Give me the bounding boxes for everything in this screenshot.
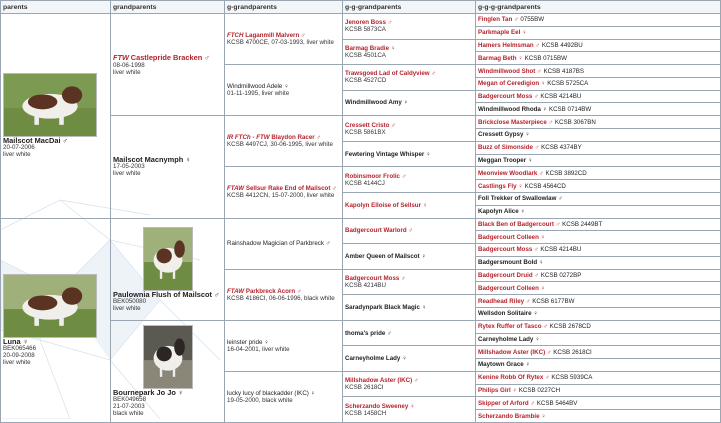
ggg-grandparent-cell [476,205,721,218]
ggg-grandparent-reg: 0755BW [520,16,545,24]
grandparent-title: FTW [113,52,130,62]
ggg-grandparent-name[interactable]: Kapolyn Alice ♀ [478,208,526,216]
ggg-grandparent-cell [476,359,721,372]
ggg-grandparent-name[interactable]: Badgercourt Moss ♂ [478,246,539,254]
ggg-grandparent-cell [476,410,721,423]
ggg-grandparent-cell [476,218,721,231]
g-grandparent-cell [225,14,343,65]
ggg-grandparent-cell [476,320,721,333]
ggg-grandparent-name[interactable]: Philips Girl ♀ [478,387,518,395]
gg-grandparent-cell [343,244,476,270]
ggg-grandparent-reg: KCSB 2449BT [562,220,603,228]
g-grandparent-name[interactable]: lucky lucy of blackadder (IKC) ♀ [227,389,316,397]
g-grandparent-info: KCSB 4186CI, 06-06-1996, black white [227,294,335,302]
ggg-grandparent-cell [476,244,721,257]
gg-grandparent-cell [343,192,476,218]
gg-grandparent-cell [343,116,476,142]
header-row [1,1,721,14]
ggg-grandparent-reg: KCSB 0714BW [548,105,592,113]
ggg-grandparent-name[interactable]: Finglen Tan ♂ [478,16,519,24]
g-grandparent-cell [225,167,343,218]
ggg-grandparent-name[interactable]: Parkmaple Eel ♀ [478,29,527,37]
ggg-grandparent-cell [476,231,721,244]
ggg-grandparent-reg: KCSB 5939CA [551,374,593,382]
header-parents: parents [1,1,111,14]
ggg-grandparent-cell [476,65,721,78]
g-grandparent-name[interactable]: Laganmill Malvern ♂ [245,32,306,40]
sire-name[interactable]: Mailscot MacDai ♂ [3,136,69,146]
dam-dob: 20-09-2008 [3,352,35,360]
table-row [1,14,721,27]
ggg-grandparent-reg: KCSB 3892CD [545,169,587,177]
dam-cell [1,218,111,423]
sire-cell [1,14,111,219]
sire-color: liver white [3,151,31,159]
gg-grandparent-name[interactable]: Windmillwood Amy ♀ [345,99,409,107]
ggg-grandparent-name[interactable]: Badgercourt Colleen ♀ [478,284,546,292]
ggg-grandparent-name[interactable]: Buzz of Simonside ♂ [478,144,540,152]
g-grandparent-cell [225,65,343,116]
ggg-grandparent-name[interactable]: Readhead Riley ♂ [478,297,531,305]
ggg-grandparent-name[interactable]: Kenine Robb Of Rytex ♂ [478,374,550,382]
grandparent-dob: 21-07-2003 [113,403,145,411]
gg-grandparent-reg: KCSB 1458CH [345,409,387,417]
ggg-grandparent-cell [476,307,721,320]
ggg-grandparent-reg: KCSB 4214BU [540,246,582,254]
ggg-grandparent-name[interactable]: Castlings Fly ♀ [478,182,523,190]
g-grandparent-name[interactable]: Parkbreck Acorn ♂ [245,287,302,295]
grandparent-cell [111,14,225,116]
gg-grandparent-cell [343,218,476,244]
ggg-grandparent-cell [476,90,721,103]
gg-grandparent-cell [343,371,476,397]
dam-name[interactable]: Luna ♀ [3,337,29,347]
ggg-grandparent-name[interactable]: Badgersmount Bold ♀ [478,259,544,267]
gg-grandparent-name[interactable]: Saradynpark Black Magic ♀ [345,303,427,311]
sire-dob: 20-07-2006 [3,144,35,152]
ggg-grandparent-cell [476,397,721,410]
ggg-grandparent-name[interactable]: Barmag Beth ♀ [478,54,523,62]
ggg-grandparent-cell [476,154,721,167]
g-grandparent-cell [225,269,343,320]
ggg-grandparent-reg: KCSB 6177BW [532,297,575,305]
gg-grandparent-name[interactable]: Carneyholme Lady ♀ [345,355,407,363]
ggg-grandparent-cell [476,77,721,90]
header-ggg-grandparents: g-g-g-grandparents [476,1,721,14]
ggg-grandparent-cell [476,346,721,359]
gg-grandparent-name[interactable]: Badgercourt Moss ♂ [345,274,406,282]
g-grandparent-title: FTAW [227,185,245,193]
gg-grandparent-reg: KCSB 5861BX [345,128,386,136]
ggg-grandparent-name[interactable]: Meonview Woodlark ♂ [478,169,544,177]
grandparent-cell [111,218,225,320]
ggg-grandparent-name[interactable]: Carneyholme Lady ♀ [478,335,540,343]
g-grandparent-cell [225,371,343,422]
g-grandparent-info: KCSB 4700CE, 07-03-1993, liver white [227,39,334,47]
dog-photo [3,274,97,338]
grandparent-color: black white [113,410,144,418]
ggg-grandparent-cell [476,192,721,205]
ggg-grandparent-reg: KCSB 5464BV [536,399,578,407]
ggg-grandparent-cell [476,371,721,384]
ggg-grandparent-name[interactable]: Cressett Gypsy ♀ [478,131,530,139]
g-grandparent-title: FTAW [227,287,245,295]
g-grandparent-name[interactable]: Sellsur Rake End of Mailscot ♂ [245,185,337,193]
ggg-grandparent-reg: KCSB 2618CI [553,348,592,356]
ggg-grandparent-cell [476,256,721,269]
ggg-grandparent-cell [476,180,721,193]
grandparent-name[interactable]: Castlepride Bracken ♂ [130,52,210,62]
ggg-grandparent-name[interactable]: Maytown Grace ♀ [478,361,531,369]
ggg-grandparent-name[interactable]: Wellsdon Solitaire ♀ [478,310,538,318]
gg-grandparent-cell [343,295,476,321]
gg-grandparent-name[interactable]: Kapolyn Elloise of Sellsur ♀ [345,201,428,209]
grandparent-reg: BEK049658 [113,396,147,404]
gg-grandparent-cell [343,269,476,295]
ggg-grandparent-cell [476,167,721,180]
g-grandparent-title: IR FTCh - FTW [227,134,270,142]
g-grandparent-info: 16-04-2001, liver white [227,345,290,353]
table-row [1,218,721,231]
gg-grandparent-name[interactable]: Badgercourt Warlord ♂ [345,227,414,235]
ggg-grandparent-cell [476,384,721,397]
dam-color: liver white [3,359,31,367]
dam-reg: BEK065466 [3,345,37,353]
gg-grandparent-cell [343,65,476,91]
ggg-grandparent-reg: KCSB 5725CA [547,80,589,88]
grandparent-name[interactable]: Bournepark Jo Jo ♀ [113,388,184,398]
ggg-grandparent-cell [476,39,721,52]
g-grandparent-title: FTCH [227,32,244,40]
g-grandparent-info: 19-05-2000, black white [227,396,293,404]
ggg-grandparent-cell [476,26,721,39]
grandparent-cell [111,320,225,422]
ggg-grandparent-reg: KCSB 4492BU [541,41,583,49]
ggg-grandparent-name[interactable]: Black Ben of Badgercourt ♂ [478,220,561,228]
ggg-grandparent-reg: KCSB 4214BU [540,93,582,101]
gg-grandparent-reg: KCSB 4214BU [345,281,386,289]
gg-grandparent-name[interactable]: Scherzando Sweeney ♀ [345,402,415,410]
g-grandparent-cell [225,218,343,269]
ggg-grandparent-name[interactable]: Badgercourt Druid ♂ [478,272,540,280]
dog-photo [3,73,97,137]
grandparent-dob: 17-05-2003 [113,163,145,171]
g-grandparent-cell [225,320,343,371]
ggg-grandparent-name[interactable]: Badgercourt Moss ♂ [478,93,539,101]
gg-grandparent-name[interactable]: thoma's pride ♂ [345,329,392,337]
ggg-grandparent-reg: KCSB 2678CD [549,323,591,331]
ggg-grandparent-cell [476,282,721,295]
ggg-grandparent-name[interactable]: Megan of Ceredigion ♀ [478,80,546,88]
dog-photo [143,227,193,291]
gg-grandparent-cell [343,39,476,65]
ggg-grandparent-reg: KCSB 4187BS [543,67,585,75]
gg-grandparent-name[interactable]: Barmag Bradie ♀ [345,44,396,52]
ggg-grandparent-name[interactable]: Badgercourt Colleen ♀ [478,233,546,241]
gg-grandparent-cell [343,346,476,372]
ggg-grandparent-name[interactable]: Rytex Ruffer of Tasco ♂ [478,323,548,331]
ggg-grandparent-reg: KCSB 4564CD [524,182,566,190]
grandparent-color: liver white [113,304,141,312]
grandparent-color: liver white [113,68,141,76]
ggg-grandparent-reg: KCSB 3067BN [554,118,596,126]
g-grandparent-info: KCSB 4412CN, 15-07-2000, liver white [227,192,335,200]
ggg-grandparent-reg: KCSB 4374BY [541,144,582,152]
gg-grandparent-reg: KCSB 4527CD [345,77,387,85]
gg-grandparent-reg: KCSB 5873CA [345,26,386,34]
ggg-grandparent-reg: KCSB 0715BW [524,54,567,62]
gg-grandparent-name[interactable]: Fewtering Vintage Whisper ♀ [345,150,431,158]
ggg-grandparent-name[interactable]: Scherzando Brambie ♀ [478,412,546,420]
ggg-grandparent-name[interactable]: Windmillwood Shot ♂ [478,67,542,75]
gg-grandparent-reg: KCSB 4501CA [345,51,386,59]
gg-grandparent-cell [343,90,476,116]
gg-grandparent-name[interactable]: Millshadow Aster (IKC) ♂ [345,377,419,385]
gg-grandparent-name[interactable]: Jenoren Boss ♂ [345,19,393,27]
g-grandparent-info: 01-11-1995, liver white [227,90,290,98]
gg-grandparent-cell [343,320,476,346]
g-grandparent-cell [225,116,343,167]
gg-grandparent-name[interactable]: Amber Queen of Mailscot ♀ [345,252,426,260]
grandparent-name[interactable]: Mailscot Macnymph ♀ [113,155,191,165]
g-grandparent-name[interactable]: leinster pride ♀ [227,338,269,346]
gg-grandparent-cell [343,167,476,193]
gg-grandparent-reg: KCSB 4144CJ [345,179,385,187]
header-grandparents: grandparents [111,1,225,14]
ggg-grandparent-name[interactable]: Windmillwood Rhoda ♀ [478,105,548,113]
ggg-grandparent-name[interactable]: Millshadow Aster (IKC) ♂ [478,348,552,356]
grandparent-cell [111,116,225,218]
ggg-grandparent-cell [476,52,721,65]
header-g-grandparents: g-grandparents [225,1,343,14]
grandparent-name[interactable]: Paulownia Flush of Mailscot ♂ [113,289,220,299]
ggg-grandparent-cell [476,103,721,116]
grandparent-color: liver white [113,170,141,178]
ggg-grandparent-cell [476,129,721,142]
ggg-grandparent-cell [476,269,721,282]
ggg-grandparent-cell [476,14,721,27]
gg-grandparent-name[interactable]: Trawsgoed Lad of Caldyview ♂ [345,70,436,78]
ggg-grandparent-reg: KCSB 0272BP [540,272,582,280]
gg-grandparent-cell [343,141,476,167]
gg-grandparent-cell [343,14,476,40]
g-grandparent-name[interactable]: Blaydon Racer ♂ [271,134,322,142]
ggg-grandparent-cell [476,141,721,154]
ggg-grandparent-cell [476,333,721,346]
dog-photo [143,325,193,389]
g-grandparent-info: KCSB 4497CJ, 30-06-1995, liver white [227,141,333,149]
ggg-grandparent-name[interactable]: Foll Trekker of Swallowlaw ♂ [478,195,563,203]
gg-grandparent-name[interactable]: Cressett Cristo ♂ [345,121,396,129]
gg-grandparent-name[interactable]: Robinsmoor Frolic ♂ [345,172,407,180]
header-gg-grandparents: g-g-grandparents [343,1,476,14]
ggg-grandparent-name[interactable]: Skipper of Arford ♂ [478,399,536,407]
ggg-grandparent-cell [476,295,721,308]
ggg-grandparent-name[interactable]: Meggan Trooper ♀ [478,156,533,164]
ggg-grandparent-name[interactable]: Brickclose Masterpiece ♂ [478,118,554,126]
ggg-grandparent-cell [476,116,721,129]
grandparent-dob: 08-06-1998 [113,61,145,69]
grandparent-reg: BEK050080 [113,297,147,305]
gg-grandparent-reg: KCSB 2618CI [345,384,384,392]
g-grandparent-name[interactable]: Rainshadow Magician of Parkbreck ♂ [227,240,331,248]
ggg-grandparent-reg: KCSB 0227CH [518,387,561,395]
ggg-grandparent-name[interactable]: Hamers Helmsman ♂ [478,41,541,49]
g-grandparent-name[interactable]: Windmillwood Adele ♀ [227,83,289,91]
